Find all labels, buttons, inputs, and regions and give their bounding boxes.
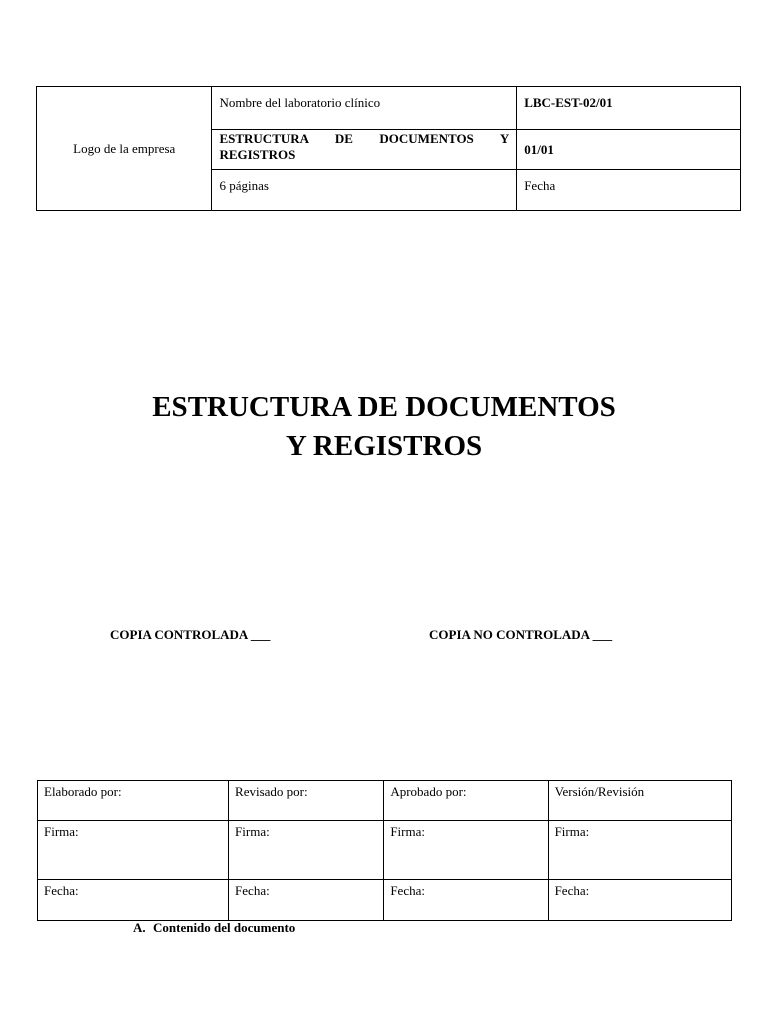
doc-title-cell (212, 130, 517, 170)
page-of: 01/01 (524, 141, 554, 157)
uncontrolled-copy-label: COPIA NO CONTROLADA ___ (429, 627, 613, 642)
signature-cell: Firma: (384, 821, 548, 880)
date-field-cell: Fecha: (548, 880, 731, 921)
section-title: Contenido del documento (153, 920, 296, 935)
pages-cell (212, 170, 517, 211)
controlled-copy-label: COPIA CONTROLADA ___ (110, 627, 271, 642)
lab-name: Nombre del laboratorio clínico (219, 95, 381, 110)
section-heading (133, 920, 295, 936)
date-field-cell: Fecha: (38, 880, 229, 921)
logo-text: Logo de la empresa (73, 140, 176, 156)
page-count: 6 páginas (219, 178, 269, 193)
document-title (0, 388, 768, 466)
document-header-table (36, 86, 741, 211)
lab-name-cell (212, 87, 517, 130)
date-cell (517, 170, 741, 211)
document-title-line-2: Y REGISTROS (285, 430, 483, 462)
date-field-cell: Fecha: (384, 880, 548, 921)
page-of-cell (517, 130, 741, 170)
approval-table (37, 780, 732, 921)
approval-header-cell: Versión/Revisión (548, 781, 731, 821)
doc-code: LBC-EST-02/01 (524, 95, 613, 110)
company-logo-placeholder (37, 87, 212, 211)
section-number: A. (133, 920, 146, 935)
signature-cell: Firma: (548, 821, 731, 880)
signature-cell: Firma: (229, 821, 384, 880)
doc-code-cell (517, 87, 741, 130)
header-doc-title: ESTRUCTURA DE DOCUMENTOS Y REGISTROS (219, 131, 510, 162)
document-title-line-1: ESTRUCTURA DE DOCUMENTOS (152, 391, 616, 423)
approval-header-cell: Revisado por: (229, 781, 384, 821)
approval-header-cell: Elaborado por: (38, 781, 229, 821)
approval-header-cell: Aprobado por: (384, 781, 548, 821)
signature-cell: Firma: (38, 821, 229, 880)
date-field-cell: Fecha: (229, 880, 384, 921)
date-label: Fecha (524, 178, 556, 193)
